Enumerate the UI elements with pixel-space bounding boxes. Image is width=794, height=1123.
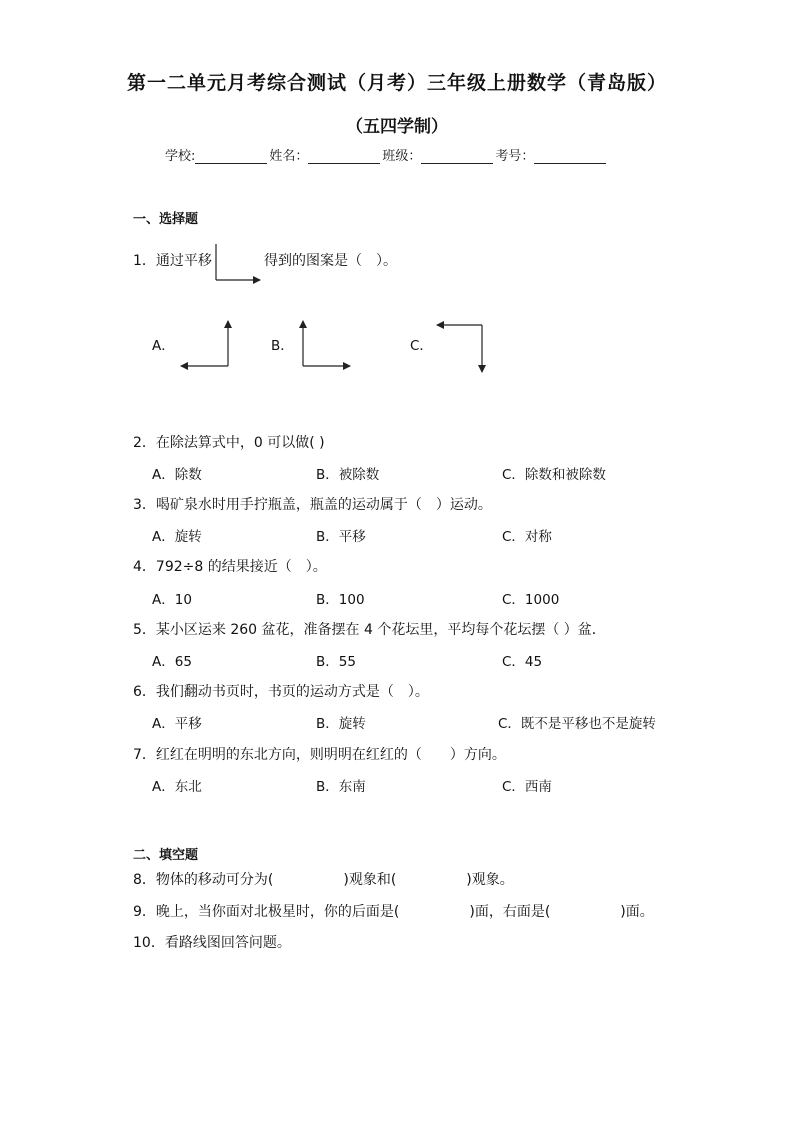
class-label: 班级： [382,149,422,164]
school-blank[interactable] [195,149,267,164]
q1-option-b-label[interactable]: B． [271,338,294,354]
question-3-text: 3．喝矿泉水时用手拧瓶盖，瓶盖的运动属于（ ）运动。 [133,497,492,513]
name-blank[interactable] [308,149,380,164]
school-label: 学校: [165,149,196,164]
question-1-figure [212,240,272,290]
question-5-text: 5．某小区运来 260 盆花，准备摆在 4 个花坛里，平均每个花坛摆（ ）盆． [133,622,606,638]
q1-option-a-figure[interactable] [178,316,238,376]
class-blank[interactable] [421,149,493,164]
q1-option-c-figure[interactable] [434,320,494,380]
question-6-text: 6．我们翻动书页时，书页的运动方式是（ ）。 [133,684,429,700]
q2-option-c[interactable]: C．除数和被除数 [502,467,606,483]
q4-option-a[interactable]: A．10 [152,592,192,608]
question-4-text: 4．792÷8 的结果接近（ ）。 [133,559,327,575]
question-1-text-after: 得到的图案是（ ）。 [264,253,397,269]
q1-option-a-label[interactable]: A． [152,338,175,354]
q7-option-b[interactable]: B．东南 [316,779,366,795]
q1-option-c-label[interactable]: C． [410,338,433,354]
exam-number-blank[interactable] [534,149,606,164]
question-8-text: 8．物体的移动可分为( )观象和( )观象。 [133,872,514,888]
q4-option-c[interactable]: C．1000 [502,592,560,608]
question-2-text: 2．在除法算式中，0 可以做( ) [133,435,325,451]
q7-option-a[interactable]: A．东北 [152,779,202,795]
section-fill-heading: 二、填空题 [133,848,199,863]
q6-option-a[interactable]: A．平移 [152,716,202,732]
q2-option-b[interactable]: B．被除数 [316,467,380,483]
q3-option-a[interactable]: A．旋转 [152,529,202,545]
exam-number-label: 考号： [495,149,535,164]
q5-option-c[interactable]: C．45 [502,654,543,670]
question-7-text: 7．红红在明明的东北方向，则明明在红红的（ ）方向。 [133,747,506,763]
q1-option-b-figure[interactable] [298,316,358,376]
q7-option-c[interactable]: C．西南 [502,779,552,795]
question-1-text-before: 1．通过平移 [133,253,212,269]
section-choice-heading: 一、选择题 [133,212,199,227]
question-9-text: 9．晚上，当你面对北极星时，你的后面是( )面，右面是( )面。 [133,904,654,920]
q3-option-c[interactable]: C．对称 [502,529,552,545]
q4-option-b[interactable]: B．100 [316,592,365,608]
q6-option-c[interactable]: C．既不是平移也不是旋转 [498,716,656,732]
q6-option-b[interactable]: B．旋转 [316,716,366,732]
page-subtitle: （五四学制） [346,117,448,137]
q5-option-a[interactable]: A．65 [152,654,192,670]
question-10-text: 10．看路线图回答问题。 [133,935,291,951]
name-label: 姓名： [269,149,309,164]
student-info-row [165,145,608,164]
q2-option-a[interactable]: A．除数 [152,467,202,483]
q5-option-b[interactable]: B．55 [316,654,356,670]
q3-option-b[interactable]: B．平移 [316,529,366,545]
page-title: 第一二单元月考综合测试（月考）三年级上册数学（青岛版） [126,72,667,94]
